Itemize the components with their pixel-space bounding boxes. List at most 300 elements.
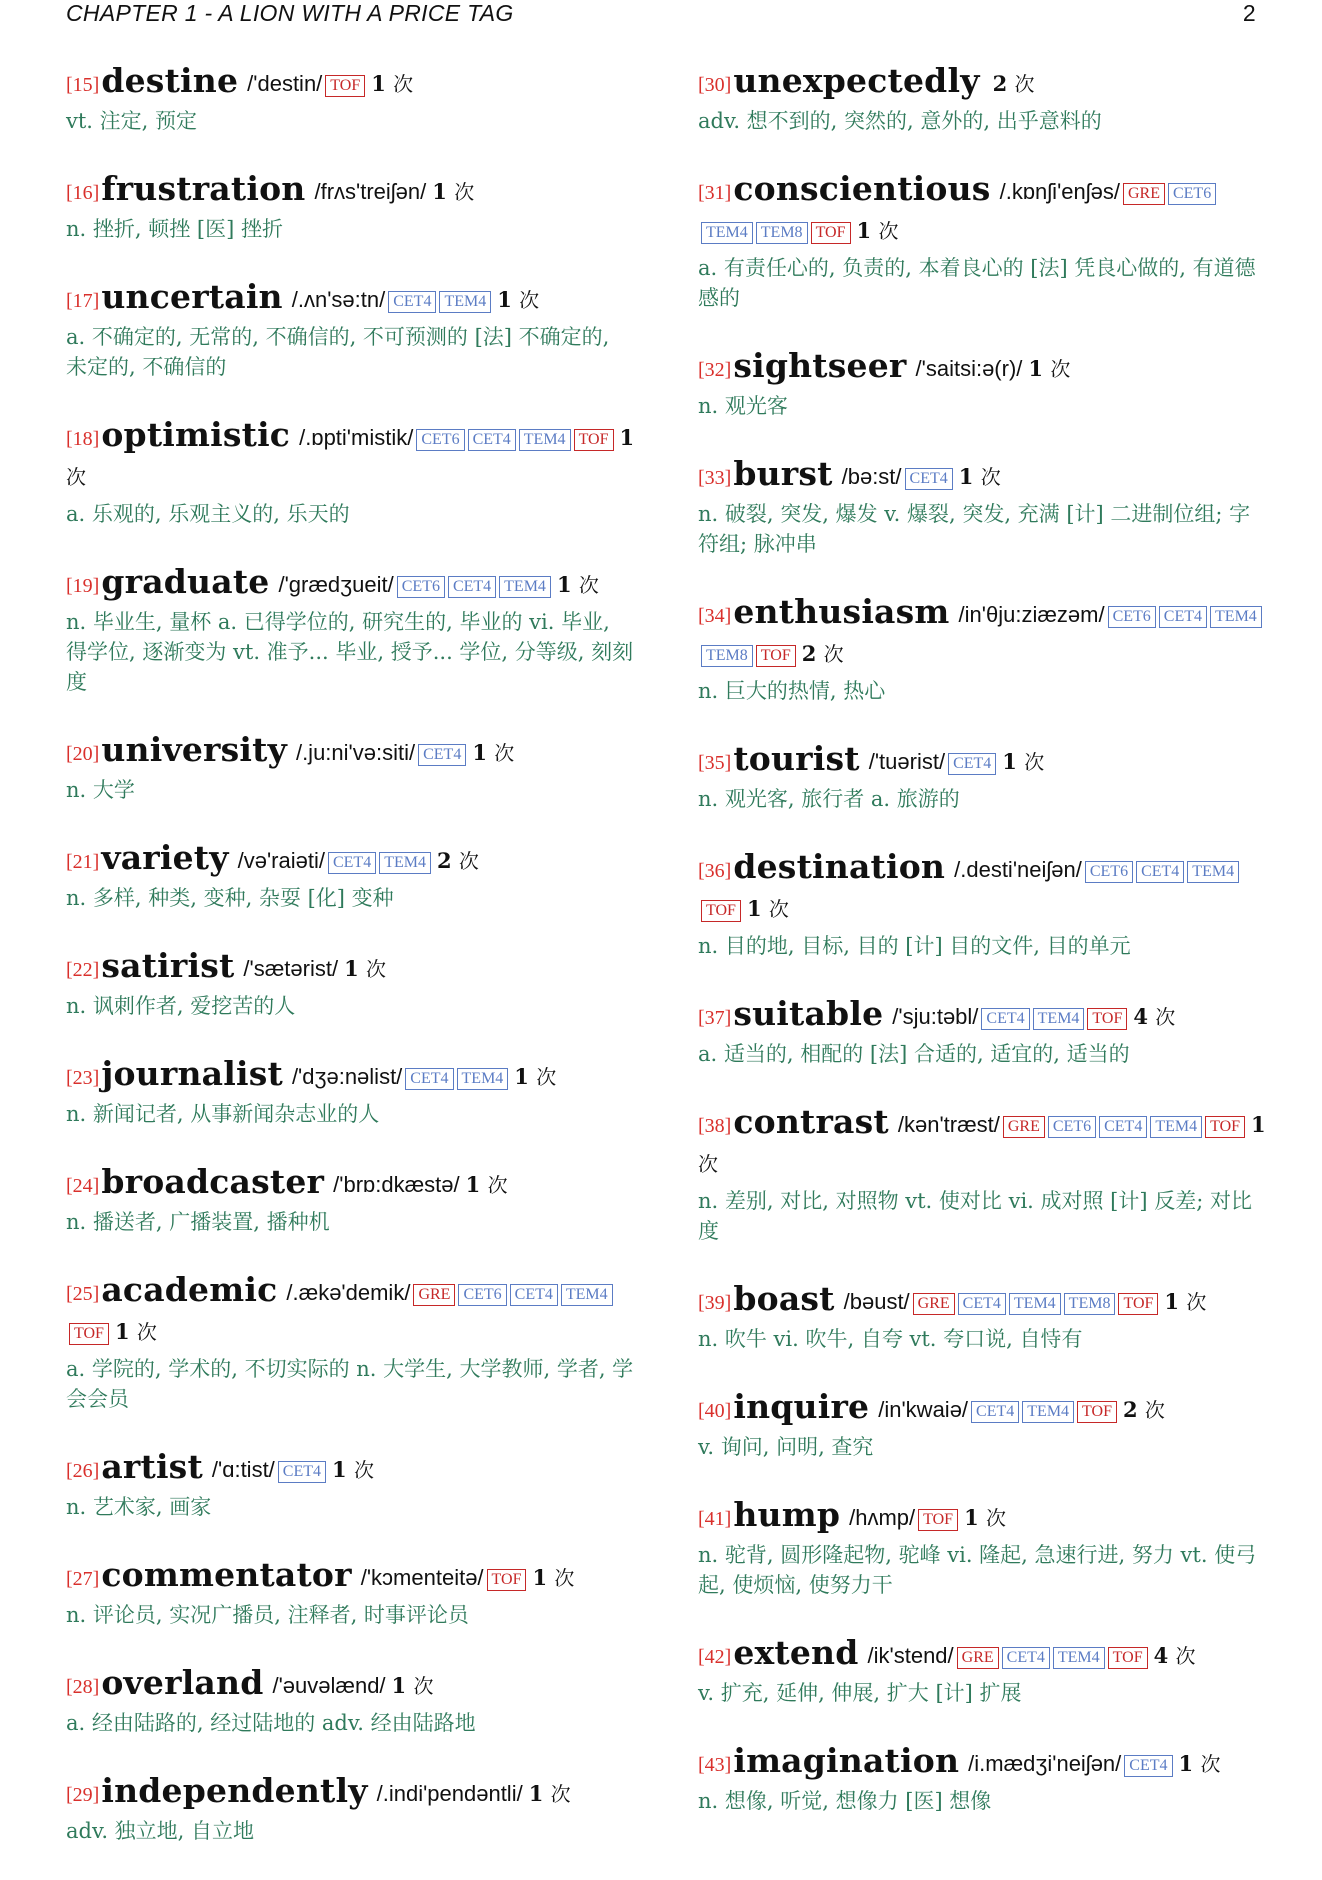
exam-tag: CET4 [905,468,953,490]
exam-tag: CET4 [448,576,496,598]
exam-tag: CET4 [468,429,516,451]
frequency [115,1319,157,1344]
phonetic: /bəust/ [843,1289,910,1314]
phonetic: /.ɒpti'mistik/ [299,425,414,450]
entry-index: [23] [66,1067,100,1089]
exam-tag: CET6 [416,429,464,451]
headword: contrast [733,1102,889,1141]
vocab-entry [698,170,1268,313]
frequency-unit: 次 [550,1782,571,1806]
entry-head [66,1664,636,1706]
frequency-unit: 次 [980,465,1001,489]
phonetic: /.ju:ni'və:siti/ [295,740,416,765]
exam-tag: CET4 [971,1401,1019,1423]
frequency-count: 1 [1178,1751,1194,1776]
definition: a. 有责任心的, 负责的, 本着良心的 [法] 凭良心做的, 有道德感的 [698,256,1256,310]
frequency-unit: 次 [136,1320,157,1344]
headword: overland [101,1663,264,1702]
frequency-unit: 次 [1186,1290,1207,1314]
headword: enthusiasm [733,592,950,631]
frequency-unit: 次 [698,1152,718,1176]
headword: destine [101,61,239,100]
phonetic: /'kɔmenteitə/ [360,1565,484,1590]
entry-index: [43] [698,1754,732,1776]
frequency-count: 4 [1153,1643,1169,1668]
vocab-entry [698,1103,1268,1246]
right-column [698,62,1268,1850]
definition: n. 吹牛 vi. 吹牛, 自夸 vt. 夸口说, 自恃有 [698,1327,1083,1351]
vocab-entry [698,740,1268,814]
frequency-unit: 次 [1024,750,1045,774]
exam-tag: TEM4 [1187,861,1239,883]
frequency-unit: 次 [413,1674,434,1698]
entry-head [698,740,1268,782]
vocab-entry [698,593,1268,706]
entry-index: [31] [698,182,732,204]
frequency [432,179,474,204]
frequency-count: 1 [856,218,872,243]
frequency [993,71,1035,96]
frequency-unit: 次 [986,1506,1007,1530]
vocab-entry [698,62,1268,136]
entry-index: [25] [66,1283,100,1305]
exam-tag: TEM8 [1064,1293,1116,1315]
entry-head [698,995,1268,1037]
definition: n. 评论员, 实况广播员, 注释者, 时事评论员 [66,1603,469,1627]
exam-tag: GRE [957,1647,999,1669]
entry-head [66,1163,636,1205]
definition: n. 目的地, 目标, 目的 [计] 目的文件, 目的单元 [698,934,1131,958]
entry-index: [36] [698,860,732,882]
frequency-count: 1 [371,71,386,96]
headword: sightseer [733,346,907,385]
entry-index: [15] [66,74,100,96]
exam-tag: TOF [701,900,741,922]
frequency-count: 2 [1122,1397,1138,1422]
frequency [437,848,479,873]
definition: a. 乐观的, 乐观主义的, 乐天的 [66,502,350,526]
entry-head [66,1055,636,1097]
frequency-count: 1 [332,1457,347,1482]
phonetic: /'tuərist/ [868,749,946,774]
phonetic: /kən'træst/ [897,1112,1000,1137]
frequency [466,1172,508,1197]
entry-head [698,62,1268,104]
definition: n. 观光客, 旅行者 a. 旅游的 [698,787,960,811]
frequency-count: 1 [532,1565,548,1590]
vocab-entry [698,347,1268,421]
vocab-entry [66,839,636,913]
phonetic: /bə:st/ [841,464,902,489]
phonetic: /'ɑ:tist/ [211,1457,275,1482]
vocab-entry [66,1271,636,1414]
frequency-unit: 次 [1200,1752,1221,1776]
definition: n. 巨大的热情, 热心 [698,679,886,703]
exam-tag: TEM4 [1033,1008,1085,1030]
frequency-count: 1 [964,1505,979,1530]
exam-tag: TEM4 [1053,1647,1105,1669]
frequency [497,287,539,312]
definition: n. 新闻记者, 从事新闻杂志业的人 [66,1102,380,1126]
headword: boast [733,1279,835,1318]
vocab-entry [698,995,1268,1069]
definition: n. 想像, 听觉, 想像力 [医] 想像 [698,1789,992,1813]
frequency-count: 1 [1164,1289,1180,1314]
phonetic: /hʌmp/ [849,1505,916,1530]
entry-index: [24] [66,1175,100,1197]
frequency [1179,1751,1221,1776]
vocab-entry [66,416,636,529]
entry-index: [22] [66,959,100,981]
entry-index: [26] [66,1460,100,1482]
exam-tag: TEM4 [457,1068,509,1090]
entry-head [698,1742,1268,1784]
frequency [964,1505,1006,1530]
vocab-entry [66,1772,636,1846]
definition: v. 询问, 问明, 查究 [698,1435,874,1459]
vocab-entry [66,170,636,244]
entry-index: [32] [698,359,732,381]
frequency-unit: 次 [366,957,387,981]
entry-index: [35] [698,752,732,774]
entry-head [66,62,636,104]
frequency-unit: 次 [1155,1005,1176,1029]
left-column [66,62,636,1880]
frequency-unit: 次 [458,849,479,873]
phonetic: /i.mædʒi'neiʃən/ [968,1751,1122,1776]
definition: a. 经由陆路的, 经过陆地的 adv. 经由陆路地 [66,1711,476,1735]
frequency-count: 1 [1002,749,1017,774]
entry-head [698,1103,1268,1184]
frequency [532,1565,574,1590]
frequency-count: 1 [432,179,447,204]
frequency-unit: 次 [878,219,899,243]
phonetic: /və'raiəti/ [237,848,325,873]
exam-tag: TOF [1205,1116,1245,1138]
entry-head [66,1556,636,1598]
definition: adv. 想不到的, 突然的, 意外的, 出乎意料的 [698,109,1102,133]
headword: destination [733,847,946,886]
exam-tag: TOF [1077,1401,1117,1423]
vocab-entry [698,1742,1268,1816]
vocab-entry [698,1634,1268,1708]
vocab-entry [66,947,636,1021]
frequency-unit: 次 [1175,1644,1196,1668]
phonetic: /'sju:təbl/ [892,1004,979,1029]
vocab-entry [66,563,636,697]
frequency [472,740,514,765]
frequency-count: 1 [497,287,512,312]
frequency-unit: 次 [393,72,414,96]
frequency [857,218,899,243]
exam-tag: TEM4 [1210,606,1262,628]
entry-index: [19] [66,575,100,597]
entry-head [698,848,1268,929]
vocab-entry [698,1496,1268,1600]
phonetic: /.ʌn'sə:tn/ [291,287,386,312]
frequency-count: 1 [619,425,635,450]
entry-head [698,1280,1268,1322]
entry-index: [30] [698,74,732,96]
phonetic: /.indi'pendəntli/ [376,1781,523,1806]
exam-tag: CET6 [1048,1116,1096,1138]
frequency-unit: 次 [66,465,86,489]
vocab-entry [66,1055,636,1129]
headword: commentator [101,1555,352,1594]
entry-index: [28] [66,1676,100,1698]
frequency-unit: 次 [554,1566,575,1590]
frequency [1154,1643,1196,1668]
frequency [1123,1397,1165,1422]
frequency [747,896,789,921]
frequency-count: 1 [958,464,974,489]
exam-tag: GRE [913,1293,955,1315]
entry-index: [34] [698,605,732,627]
phonetic: /'əuvəlænd/ [272,1673,386,1698]
entry-head [66,1448,636,1490]
vocab-entry [66,731,636,805]
entry-index: [21] [66,851,100,873]
entry-head [698,1634,1268,1676]
phonetic: /'saitsi:ə(r)/ [915,356,1023,381]
exam-tag: TOF [756,645,796,667]
frequency [392,1673,434,1698]
exam-tag: GRE [413,1284,455,1306]
frequency-count: 2 [801,641,817,666]
headword: artist [101,1447,203,1486]
entry-head [698,1496,1268,1538]
vocab-entry [698,455,1268,559]
frequency-count: 1 [1028,356,1044,381]
vocab-entry [698,848,1268,961]
vocab-entry [66,1556,636,1630]
frequency [959,464,1001,489]
frequency-unit: 次 [768,897,789,921]
definition: n. 讽刺作者, 爱挖苦的人 [66,994,296,1018]
entry-index: [41] [698,1508,732,1530]
headword: suitable [733,994,884,1033]
phonetic: /ik'stend/ [867,1643,954,1668]
phonetic: /'grædʒueit/ [278,572,394,597]
headword: satirist [101,946,235,985]
definition: n. 驼背, 圆形隆起物, 驼峰 vi. 隆起, 急速行进, 努力 vt. 使弓起, 使烦恼, 使努力干 [698,1543,1257,1597]
frequency-unit: 次 [578,573,599,597]
exam-tag: TEM4 [519,429,571,451]
headword: optimistic [101,415,291,454]
frequency-count: 1 [746,896,762,921]
phonetic: /.desti'neiʃən/ [954,857,1082,882]
frequency [344,956,386,981]
frequency-unit: 次 [519,288,540,312]
exam-tag: TOF [811,222,851,244]
entry-index: [37] [698,1007,732,1029]
exam-tag: CET4 [1136,861,1184,883]
frequency [1028,356,1070,381]
exam-tag: CET6 [397,576,445,598]
exam-tag: CET4 [1124,1755,1172,1777]
exam-tag: CET6 [458,1284,506,1306]
exam-tag: TEM4 [1022,1401,1074,1423]
page-number: 2 [1242,0,1256,26]
frequency-count: 1 [556,572,572,597]
frequency-count: 1 [472,740,487,765]
page-header [66,0,1256,28]
frequency-unit: 次 [1050,357,1071,381]
exam-tag: TOF [1118,1293,1158,1315]
entry-index: [18] [66,428,100,450]
frequency-count: 1 [391,1673,407,1698]
frequency-count: 2 [992,71,1008,96]
frequency-count: 1 [465,1172,481,1197]
entry-head [66,1772,636,1814]
exam-tag: TEM4 [499,576,551,598]
exam-tag: TEM4 [379,852,431,874]
entry-head [66,416,636,497]
definition: n. 毕业生, 量杯 a. 已得学位的, 研究生的, 毕业的 vi. 毕业, 得学位, 逐渐变为 vt. 准予... 毕业, 授予... 学位, 分等级, 刻刻度 [66,610,634,694]
entry-head [66,1271,636,1352]
exam-tag: CET4 [1099,1116,1147,1138]
frequency-count: 2 [436,848,452,873]
phonetic: /.kɒnʃi'enʃəs/ [999,179,1120,204]
exam-tag: TEM8 [701,645,753,667]
entry-head [66,563,636,605]
frequency [514,1064,556,1089]
definition: a. 学院的, 学术的, 不切实际的 n. 大学生, 大学教师, 学者, 学会会员 [66,1357,634,1411]
frequency-unit: 次 [1014,72,1035,96]
phonetic: /'destin/ [247,71,323,96]
headword: independently [101,1771,368,1810]
headword: conscientious [733,169,991,208]
entry-head [66,278,636,320]
phonetic: /.ækə'demik/ [286,1280,411,1305]
definition: n. 艺术家, 画家 [66,1495,212,1519]
headword: inquire [733,1387,870,1426]
exam-tag: CET4 [510,1284,558,1306]
frequency-count: 4 [1133,1004,1148,1029]
entry-head [66,839,636,881]
headword: broadcaster [101,1162,325,1201]
vocab-entry [66,1163,636,1237]
exam-tag: TOF [487,1569,527,1591]
headword: variety [101,838,229,877]
entry-index: [29] [66,1784,100,1806]
exam-tag: CET4 [388,291,436,313]
exam-tag: CET6 [1085,861,1133,883]
phonetic: /frʌs'treiʃən/ [314,179,427,204]
frequency [1164,1289,1206,1314]
exam-tag: TEM4 [561,1284,613,1306]
exam-tag: TEM8 [756,222,808,244]
entry-index: [40] [698,1400,732,1422]
phonetic: /'sætərist/ [243,956,339,981]
headword: extend [733,1633,859,1672]
vocab-entry [66,1448,636,1522]
exam-tag: TEM4 [1150,1116,1202,1138]
frequency-count: 1 [1251,1112,1266,1137]
entry-head [698,347,1268,389]
definition: n. 多样, 种类, 变种, 杂耍 [化] 变种 [66,886,394,910]
headword: unexpectedly [733,61,980,100]
phonetic: /'dʒə:nəlist/ [291,1064,403,1089]
entry-head [66,947,636,989]
entry-index: [27] [66,1568,100,1590]
frequency [332,1457,374,1482]
frequency-unit: 次 [494,741,515,765]
entry-head [698,593,1268,674]
headword: academic [101,1270,278,1309]
frequency-unit: 次 [353,1458,374,1482]
definition: n. 挫折, 顿挫 [医] 挫折 [66,217,283,241]
entry-index: [39] [698,1292,732,1314]
exam-tag: CET4 [981,1008,1029,1030]
definition: n. 观光客 [698,394,788,418]
headword: university [101,730,287,769]
exam-tag: CET4 [1159,606,1207,628]
frequency-unit: 次 [454,180,475,204]
headword: hump [733,1495,841,1534]
exam-tag: CET4 [418,744,466,766]
headword: burst [733,454,833,493]
definition: a. 不确定的, 无常的, 不确信的, 不可预测的 [法] 不确定的, 未定的, 不确信的 [66,325,610,379]
phonetic: /in'θju:ziæzəm/ [958,602,1105,627]
vocab-entry [66,62,636,136]
vocab-entry [66,1664,636,1738]
exam-tag: CET4 [958,1293,1006,1315]
exam-tag: TEM4 [439,291,491,313]
exam-tag: GRE [1123,183,1165,205]
exam-tag: TEM4 [1009,1293,1061,1315]
exam-tag: CET4 [328,852,376,874]
frequency-unit: 次 [1144,1398,1165,1422]
headword: imagination [733,1741,960,1780]
entry-index: [16] [66,182,100,204]
headword: frustration [101,169,306,208]
frequency-count: 1 [528,1781,544,1806]
frequency [802,641,844,666]
frequency-unit: 次 [823,642,844,666]
vocab-entry [698,1280,1268,1354]
exam-tag: TOF [574,429,614,451]
frequency-count: 1 [514,1064,529,1089]
exam-tag: CET6 [1168,183,1216,205]
entry-index: [33] [698,467,732,489]
headword: journalist [101,1054,283,1093]
exam-tag: CET4 [1002,1647,1050,1669]
frequency-count: 1 [344,956,359,981]
definition: a. 适当的, 相配的 [法] 合适的, 适宜的, 适当的 [698,1042,1130,1066]
entry-index: [20] [66,743,100,765]
frequency [1133,1004,1175,1029]
entry-head [698,455,1268,497]
definition: n. 播送者, 广播装置, 播种机 [66,1210,330,1234]
frequency [529,1781,571,1806]
phonetic: /in'kwaiə/ [878,1397,969,1422]
entry-head [698,170,1268,251]
exam-tag: CET4 [278,1461,326,1483]
definition: n. 差别, 对比, 对照物 vt. 使对比 vi. 成对照 [计] 反差; 对比度 [698,1189,1252,1243]
definition: n. 大学 [66,778,135,802]
vocab-entry [66,278,636,382]
frequency [1002,749,1044,774]
headword: tourist [733,739,860,778]
entry-head [66,731,636,773]
exam-tag: CET6 [1108,606,1156,628]
headword: graduate [101,562,270,601]
definition: n. 破裂, 突发, 爆发 v. 爆裂, 突发, 充满 [计] 二进制位组; 字符组; 脉冲串 [698,502,1251,556]
definition: vt. 注定, 预定 [66,109,198,133]
definition: v. 扩充, 延伸, 伸展, 扩大 [计] 扩展 [698,1681,1022,1705]
entry-index: [17] [66,290,100,312]
